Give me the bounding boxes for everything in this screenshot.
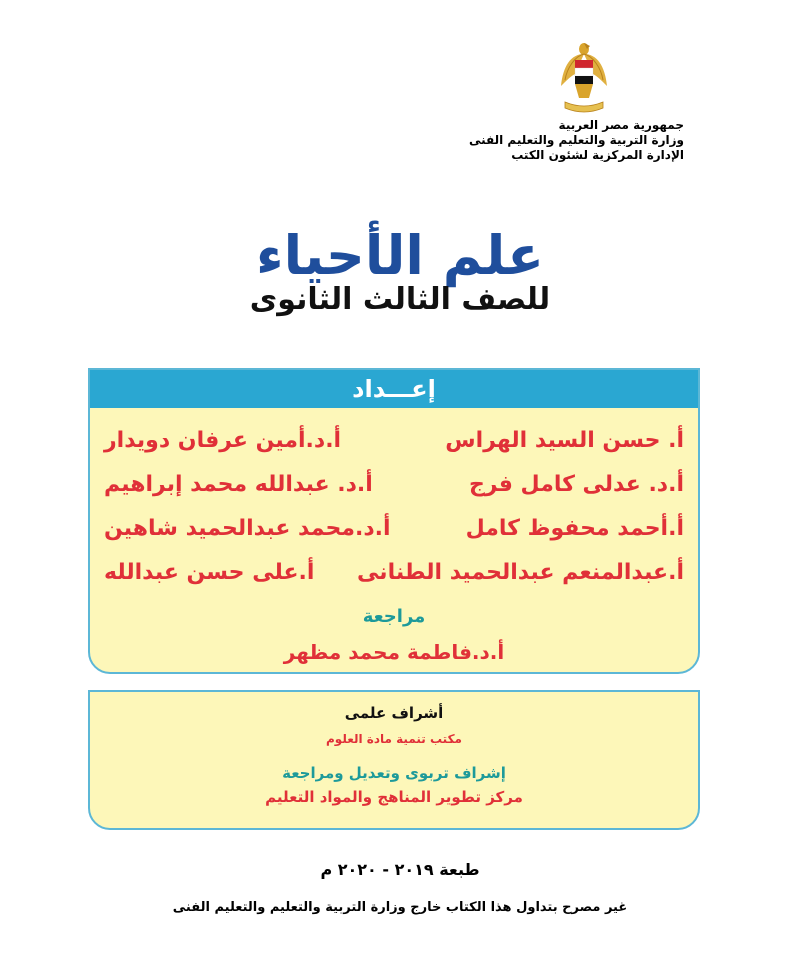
authors-header: إعـــداد: [90, 370, 698, 408]
supervision-box: [88, 690, 700, 830]
header-line-department: الإدارة المركزية لشئون الكتب: [511, 148, 684, 162]
author-name: أ.على حسن عبدالله: [104, 559, 315, 585]
reviewer-name: أ.د.فاطمة محمد مظهر: [283, 640, 505, 664]
supervision-office: مكتب تنمية مادة العلوم: [326, 732, 462, 746]
author-name: أ.أحمد محفوظ كامل: [465, 515, 684, 541]
educational-supervision: إشراف تربوى وتعديل ومراجعة: [282, 764, 506, 782]
review-label: مراجعة: [362, 606, 426, 627]
author-name: أ.د. عبدالله محمد إبراهيم: [104, 471, 373, 497]
author-name: أ.عبدالمنعم عبدالحميد الطنانى: [357, 559, 684, 585]
edition-label: طبعة ٢٠١٩ - ٢٠٢٠ م: [320, 860, 480, 879]
ministry-header: [424, 118, 684, 163]
author-row: [104, 510, 684, 546]
header-line-republic: جمهورية مصر العربية: [558, 118, 684, 132]
curriculum-center: مركز تطوير المناهج والمواد التعليم: [265, 788, 523, 806]
book-subtitle: للصف الثالث الثانوى: [249, 282, 551, 317]
egypt-eagle-emblem-icon: [557, 40, 611, 114]
author-name: أ.د. عدلى كامل فرج: [468, 471, 684, 497]
author-name: أ. حسن السيد الهراس: [445, 427, 684, 453]
author-name: أ.د.أمين عرفان دويدار: [104, 427, 342, 453]
author-row: [104, 422, 684, 458]
distribution-notice: غير مصرح بتداول هذا الكتاب خارج وزارة التربية والتعليم والتعليم الفنى: [172, 900, 628, 915]
supervision-title: أشراف علمى: [344, 704, 444, 722]
book-title: علم الأحياء: [256, 224, 544, 287]
author-row: [104, 466, 684, 502]
author-row: [104, 554, 684, 590]
authors-box: [88, 368, 700, 674]
author-name: أ.د.محمد عبدالحميد شاهين: [104, 515, 391, 541]
header-line-ministry: وزارة التربية والتعليم والتعليم الفنى: [468, 133, 684, 147]
